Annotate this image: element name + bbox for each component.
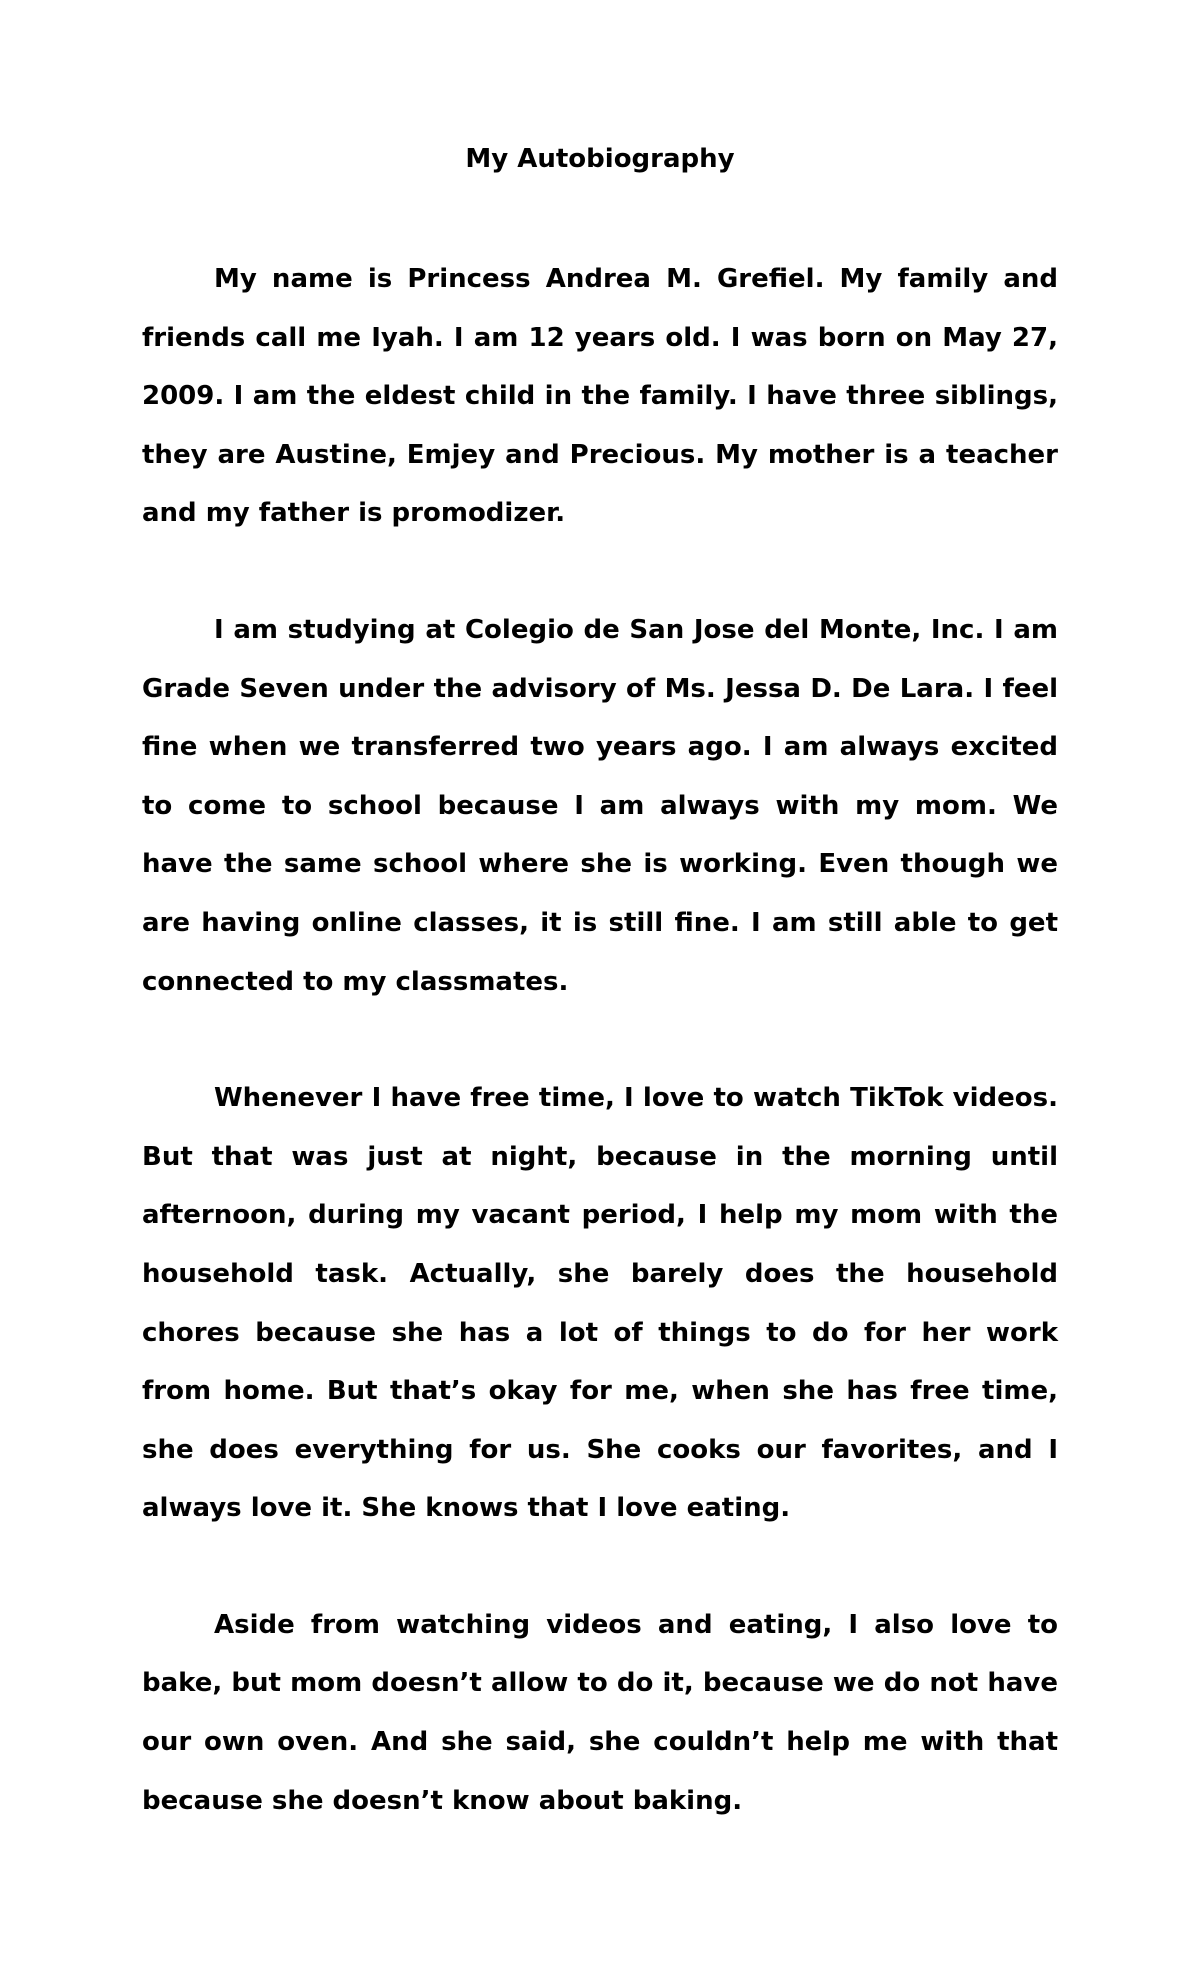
paragraph-school: I am studying at Colegio de San Jose del Monte, Inc. I am Grade Seven under the advisory of Ms. Jessa D. De Lara. I feel fine when we transferred two years ago. I am always excited to come to school because I am always with my mom. We have the same school where she is working. Even though we are having online classes, it is still fine. I am still able to get connected to my classmates. bbox=[142, 614, 1058, 997]
paragraph-free-time: Whenever I have free time, I love to watch TikTok videos. But that was just at night, because in the morning until afternoon, during my vacant period, I help my mom with the household task. Actually, she barely does the household chores because she has a lot of things to do for her work from home. But that’s okay for me, when she has free time, she does everything for us. She cooks our favorites, and I always love it. She knows that I love eating. bbox=[142, 1083, 1058, 1524]
paragraph-baking: Aside from watching videos and eating, I also love to bake, but mom doesn’t allow to do it, because we do not have our own oven. And she said, she couldn’t help me with that because she doesn’t know about baking. bbox=[142, 1609, 1058, 1816]
document-body bbox=[142, 140, 1058, 1888]
paragraph-family: My name is Princess Andrea M. Grefiel. My family and friends call me Iyah. I am 12 years old. I was born on May 27, 2009. I am the eldest child in the family. I have three siblings, they are Austine, Emjey and Precious. My mother is a teacher and my father is promodizer. bbox=[142, 264, 1058, 529]
document-title: My Autobiography bbox=[465, 144, 735, 174]
